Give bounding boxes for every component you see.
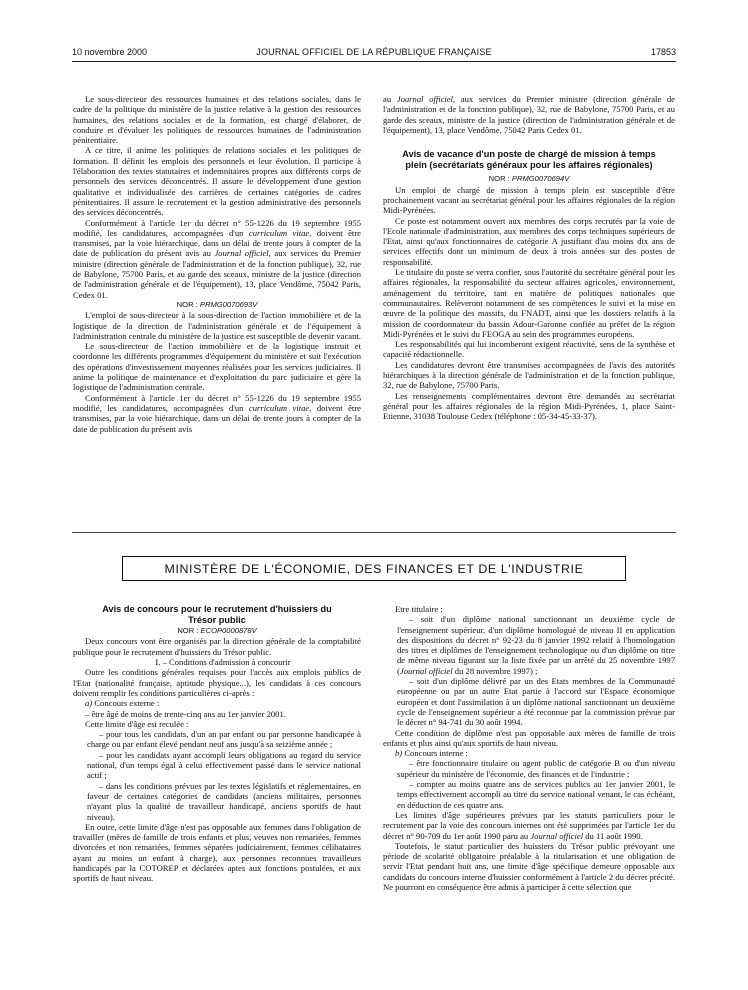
avis-title: Avis de concours pour le recrutement d'huissiers du Trésor public xyxy=(102,604,332,625)
list-item: – pour tous les candidats, d'un an par enfant ou par personne handicapée à charge ou par enfant élevé pendant neuf ans jusqu'à sa seizième année ; xyxy=(87,729,361,750)
bottom-left-column xyxy=(73,604,361,884)
header-rule xyxy=(72,61,676,62)
top-left-column xyxy=(73,94,361,434)
nor-reference: NOR : PRMG0070693V xyxy=(176,299,258,309)
paragraph: A ce titre, il anime les politiques de relations sociales et les politiques de formation. Il définit les emplois des personnels et leur évolution. Il participe à l'élaboration des textes statutaires et indemnitaires propres aux différents corps de personnels des services déconcentrés. Il assure le développement d'une gestion qualitative et individualisée des carrières de certaines catégories de cadres pénitentiaires. Il assure le recrutement et la gestion administrative des personnels des services déconcentrés. xyxy=(73,145,361,218)
bottom-right-column xyxy=(383,604,675,892)
list-item: – être fonctionnaire titulaire ou agent public de catégorie B ou d'un niveau supérieur du ministère de l'économie, des finances et de l'industrie ; xyxy=(397,758,675,779)
paragraph: au Journal officiel, aux services du Premier ministre (direction générale de l'administration et de la fonction publique), 32, rue de Babylone, 75700 Paris, et au garde des sceaux, ministre de la justice (direction de l'administration générale et de l'équipement), 13, place Vendôme, 75042 Paris Cedex 01. xyxy=(383,94,675,135)
paragraph: Le sous-directeur de l'action immobilière et de la logistique instruit et coordonne les différents programmes d'équipement du ministère et suit l'exécution des opérations d'investissement moyennes réalisées pour les services judiciaires. Il anime la politique de maintenance et d'exploitation du parc judiciaire et gère la logistique de l'administration centrale. xyxy=(73,341,361,393)
list-item: – soit d'un diplôme national sanctionnant un deuxième cycle de l'enseignement supérieur, d'un diplôme homologué de niveau II en application des dispositions du décret n° 92-23 du 8 janvier 1992 relatif à l'homologation des titres et diplômes de l'enseignement technologique ou d'un diplôme ou titre de même niveau figurant sur la liste fixée par un arrêté du 25 novembre 1997 (Journal officiel du 28 novembre 1997) ; xyxy=(397,614,675,676)
paragraph: Les renseignements complémentaires devront être demandés au secrétariat général pour les affaires régionales de la région Midi-Pyrénées, 1, place Saint-Etienne, 31038 Toulouse Cedex (téléphone : 05-34-45-33-37). xyxy=(383,390,675,422)
paragraph: Etre titulaire : xyxy=(395,604,443,614)
sub-heading: b) Concours interne : xyxy=(395,748,468,759)
list-item: – être âgé de moins de trente-cinq ans au 1er janvier 2001. xyxy=(85,708,286,719)
paragraph: Le sous-directeur des ressources humaines et des relations sociales, dans le cadre de la politique du ministère de la justice relative à la gestion des ressources humaines, des relations sociales et de la formation, est chargé d'élaborer, de conduire et d'évaluer les politiques de ressources humaines de l'administration pénitentiaire. xyxy=(73,94,361,146)
section-separator xyxy=(72,532,676,533)
paragraph: Cette condition de diplôme n'est pas opposable aux mères de famille de trois enfants et plus ainsi qu'aux sportifs de haut niveau. xyxy=(383,727,675,748)
top-right-column xyxy=(383,94,675,422)
paragraph: Le titulaire du poste se verra confier, sous l'autorité du secrétaire général pour les affaires régionales, la responsabilité du secteur affaires agricoles, environnement, aménagement du territoire, tant en matière de politiques nationales que communautaires. Relèveront notamment de ses compétences le suivi et la mise en œuvre de la politique des massifs, du FNADT, ainsi que les dossiers relatifs à la mission de coordonnateur du bassin Adour-Garonne confiée au préfet de la région Midi-Pyrénées et le suivi du FEOGA au sein des programmes européens. xyxy=(383,267,675,339)
page-header xyxy=(72,47,676,61)
header-page-number: 17853 xyxy=(650,47,676,57)
nor-reference: NOR : PRMG0070694V xyxy=(488,174,570,184)
list-item: – dans les conditions prévues par les textes législatifs et réglementaires, en faveur de certaines catégories de candidats (anciens militaires, personnes n'ayant plus la qualité de travailleur handicapé, anciens sportifs de haut niveau). xyxy=(87,780,361,822)
header-date: 10 novembre 2000 xyxy=(72,47,148,57)
paragraph: Un emploi de chargé de mission à temps plein est susceptible d'être prochainement vacant au secrétariat général pour les affaires régionales de la région Midi-Pyrénées. xyxy=(383,184,675,216)
paragraph: Deux concours vont être organisés par la direction générale de la comptabilité publique pour le recrutement d'huissiers du Trésor public. xyxy=(73,636,361,657)
section-heading: I. – Conditions d'admission à concourir xyxy=(155,657,291,668)
ministry-banner: MINISTÈRE DE L'ÉCONOMIE, DES FINANCES ET DE L'INDUSTRIE xyxy=(122,556,626,581)
list-item: – soit d'un diplôme délivré par un des Etats membres de la Communauté européenne ou par un autre Etat partie à l'accord sur l'Espace économique européen et dont l'assimilation à un diplôme national sanctionnant un deuxième cycle de l'enseignement supérieur a été reconnue par la commission prévue par le décret n° 94-741 du 30 août 1994. xyxy=(397,676,675,728)
paragraph: Les candidatures devront être transmises accompagnées de l'avis des autorités hiérarchiques à la direction générale de l'administration et de la fonction publique, 32, rue de Babylone, 75700 Paris. xyxy=(383,359,675,391)
paragraph: Conformément à l'article 1er du décret n° 55-1226 du 19 septembre 1955 modifié, les candidatures, accompagnées d'un curriculum vitae, doivent être transmises, par la voie hiérarchique, dans un délai de trente jours à compter de la date de publication du présent avis xyxy=(73,392,361,434)
paragraph: En outre, cette limite d'âge n'est pas opposable aux femmes dans l'obligation de travailler (mères de famille de trois enfants et plus, veuves non remariées, femmes divorcées et non remariées, femmes séparées judiciairement, femmes célibataires ayant au moins un enfant à charge), aux personnes reconnues travailleurs handicapés par la COTOREP et déclarées aptes aux fonctions postulées, et aux sportifs de haut niveau. xyxy=(73,821,361,884)
paragraph: L'emploi de sous-directeur à la sous-direction de l'action immobilière et de la logistique de la direction de l'administration générale et de l'équipement à l'administration centrale du ministère de la justice est susceptible de devenir vacant. xyxy=(73,310,361,341)
header-journal-title: JOURNAL OFFICIEL DE LA RÉPUBLIQUE FRANÇAISE xyxy=(256,47,492,57)
sub-heading: a) Concours externe : xyxy=(85,698,160,709)
paragraph: Les limites d'âge supérieures prévues par les statuts particuliers pour le recrutement par la voie des concours internes ont été supprimées par l'article 1er du décret n° 90-709 du 1er août 1990 paru au Journal officiel du 11 août 1990. xyxy=(383,809,675,841)
paragraph: Outre les conditions générales requises pour l'accès aux emplois publics de l'Etat (nationalité française, aptitude physique...), les candidats à ces concours doivent remplir les conditions particulières ci-après : xyxy=(73,667,361,698)
paragraph: Ce poste est notamment ouvert aux membres des corps recrutés par la voie de l'Ecole nationale d'administration, aux membres des corps techniques supérieurs de l'Etat, ainsi qu'aux fonctionnaires de catégorie A justifiant d'au moins dix ans de services effectifs dont un minimum de deux à trois années sur des postes de responsabilité. xyxy=(383,215,675,267)
paragraph: Cette limite d'âge est reculée : xyxy=(85,718,189,729)
paragraph: Les responsabilités qui lui incomberont exigent réactivité, sens de la synthèse et capacité rédactionnelle. xyxy=(383,339,675,360)
list-item: – pour les candidats ayant accompli leurs obligations au regard du service national, d'un temps égal à celui effectivement passé dans le service national actif ; xyxy=(87,749,361,781)
nor-reference: NOR : ECOP0000878V xyxy=(177,626,257,636)
list-item: – compter au moins quatre ans de services publics au 1er janvier 2001, le temps effectivement accompli au titre du service national venant, le cas échéant, en déduction de ces quatre ans. xyxy=(397,779,675,810)
paragraph: Toutefois, le statut particulier des huissiers du Trésor public prévoyant une période de scolarité obligatoire préalable à la titularisation et une obligation de servir l'Etat pendant huit ans, une limite d'âge spécifique demeure opposable aux candidats du concours interne d'huissier conformément à l'article 2 du décret précité. Ne pourront en conséquence être admis à participer à cette sélection que xyxy=(383,840,675,893)
paragraph: Conformément à l'article 1er du décret n° 55-1226 du 19 septembre 1955 modifié, les candidatures, accompagnées d'un curriculum vitae, doivent être transmises, par la voie hiérarchique, dans un délai de trente jours à compter de la date de publication du présent avis au Journal officiel, aux services du Premier ministre (direction générale de l'administration et de la fonction publique), 32, rue de Babylone, 75700 Paris, et au garde des sceaux, ministre de la justice (direction de l'administration générale et de l'équipement), 13, place Vendôme, 75042 Paris, Cedex 01. xyxy=(73,217,361,300)
avis-title: Avis de vacance d'un poste de chargé de mission à temps plein (secrétariats généraux pour les affaires régionales) xyxy=(402,149,656,170)
